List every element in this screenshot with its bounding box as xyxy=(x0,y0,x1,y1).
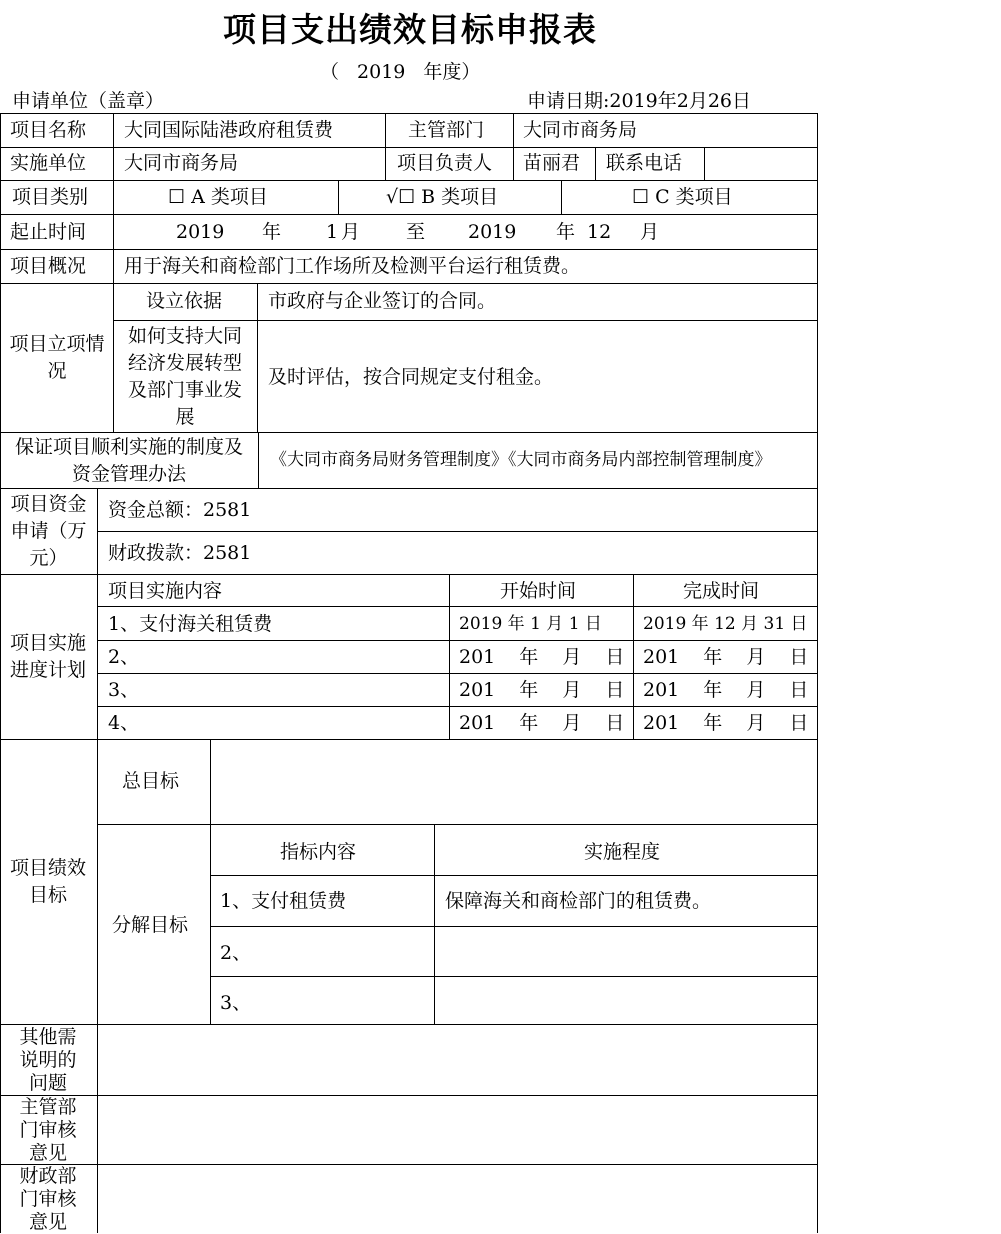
breakdown-label: 分解目标 xyxy=(112,914,189,936)
period-end-month[interactable]: 12 xyxy=(587,221,612,243)
phone-label: 联系电话 xyxy=(606,152,683,174)
year-label: 年度） xyxy=(423,61,481,83)
period-label: 起止时间 xyxy=(10,221,87,243)
schedule-row-end[interactable]: 201 年 月 日 xyxy=(643,679,809,701)
year-value: 2019 xyxy=(357,61,406,83)
basis-value[interactable]: 市政府与企业签订的合同。 xyxy=(268,290,497,312)
funding-allocation[interactable]: 财政拨款：2581 xyxy=(108,542,252,564)
impl-unit-value[interactable]: 大同市商务局 xyxy=(124,152,239,174)
schedule-row-content[interactable]: 1、支付海关租赁费 xyxy=(108,613,273,635)
indicator-col-header: 指标内容 xyxy=(280,841,357,863)
period-to: 至 xyxy=(406,221,426,243)
support-value[interactable]: 及时评估，按合同规定支付租金。 xyxy=(268,366,554,388)
funding-total[interactable]: 资金总额：2581 xyxy=(108,499,252,521)
schedule-row-start[interactable]: 201 年 月 日 xyxy=(459,679,625,701)
schedule-col-start: 开始时间 xyxy=(500,580,577,602)
schedule-row-content[interactable]: 4、 xyxy=(108,712,140,734)
applicant-label: 申请单位（盖章） xyxy=(12,90,165,112)
schedule-label: 项目实施进度计划 xyxy=(9,632,86,681)
establishment-label: 项目立项情况 xyxy=(9,333,105,382)
system-value[interactable]: 《大同市商务局财务管理制度》《大同市商务局内部控制管理制度》 xyxy=(270,450,772,470)
overview-label: 项目概况 xyxy=(10,255,87,277)
support-label: 如何支持大同经济发展转型及部门事业发展 xyxy=(127,324,242,428)
overview-value[interactable]: 用于海关和商检部门工作场所及检测平台运行租赁费。 xyxy=(124,255,581,277)
dept-label: 主管部门 xyxy=(408,119,485,141)
indicator-row[interactable]: 2、 xyxy=(220,942,252,964)
degree-row[interactable]: 保障海关和商检部门的租赁费。 xyxy=(445,890,712,912)
performance-label: 项目绩效目标 xyxy=(9,857,86,906)
leader-label: 项目负责人 xyxy=(397,152,493,174)
schedule-row-start[interactable]: 201 年 月 日 xyxy=(459,646,625,668)
system-label: 保证项目顺利实施的制度及资金管理办法 xyxy=(14,435,243,485)
project-name-value[interactable]: 大同国际陆港政府租赁费 xyxy=(124,119,334,141)
schedule-col-content: 项目实施内容 xyxy=(108,580,223,602)
schedule-row-end[interactable]: 2019 年 12 月 31 日 xyxy=(643,614,808,634)
period-month-char: 月 xyxy=(341,221,361,243)
period-month-char-2: 月 xyxy=(640,221,660,243)
apply-date: 申请日期:2019年2月26日 xyxy=(527,90,752,112)
category-c-option[interactable]: ☐ C 类项目 xyxy=(632,186,733,208)
indicator-row[interactable]: 3、 xyxy=(220,992,252,1014)
period-start-year[interactable]: 2019 xyxy=(176,221,225,243)
dept-value[interactable]: 大同市商务局 xyxy=(523,119,638,141)
period-start-month[interactable]: 1 xyxy=(326,221,339,243)
funding-label: 项目资金申请（万元） xyxy=(10,493,87,569)
dept-review-label: 主管部门审核意见 xyxy=(19,1095,77,1164)
overall-goal-label: 总目标 xyxy=(122,770,180,792)
degree-col-header: 实施程度 xyxy=(584,841,661,863)
basis-label: 设立依据 xyxy=(146,290,223,312)
category-a-option[interactable]: ☐ A 类项目 xyxy=(168,186,268,208)
schedule-row-content[interactable]: 3、 xyxy=(108,679,140,701)
period-year-char: 年 xyxy=(262,221,282,243)
category-label: 项目类别 xyxy=(12,186,89,208)
schedule-row-start[interactable]: 2019 年 1 月 1 日 xyxy=(459,614,602,634)
impl-unit-label: 实施单位 xyxy=(10,152,87,174)
period-end-year[interactable]: 2019 xyxy=(468,221,517,243)
page-title: 项目支出绩效目标申报表 xyxy=(223,10,597,49)
project-name-label: 项目名称 xyxy=(10,119,87,141)
schedule-col-end: 完成时间 xyxy=(683,580,760,602)
year-open: （ xyxy=(320,61,340,83)
indicator-row[interactable]: 1、支付租赁费 xyxy=(220,890,347,912)
other-label: 其他需说明的问题 xyxy=(19,1025,77,1094)
schedule-row-content[interactable]: 2、 xyxy=(108,646,140,668)
check-icon: √ xyxy=(386,186,399,208)
category-b-option[interactable] xyxy=(386,186,498,208)
category-b-text: ☐ B 类项目 xyxy=(398,186,499,208)
schedule-row-end[interactable]: 201 年 月 日 xyxy=(643,646,809,668)
leader-value[interactable]: 苗丽君 xyxy=(523,152,581,174)
schedule-row-start[interactable]: 201 年 月 日 xyxy=(459,712,625,734)
period-year-char-2: 年 xyxy=(556,221,576,243)
finance-review-label: 财政部门审核意见 xyxy=(19,1165,77,1233)
schedule-row-end[interactable]: 201 年 月 日 xyxy=(643,712,809,734)
